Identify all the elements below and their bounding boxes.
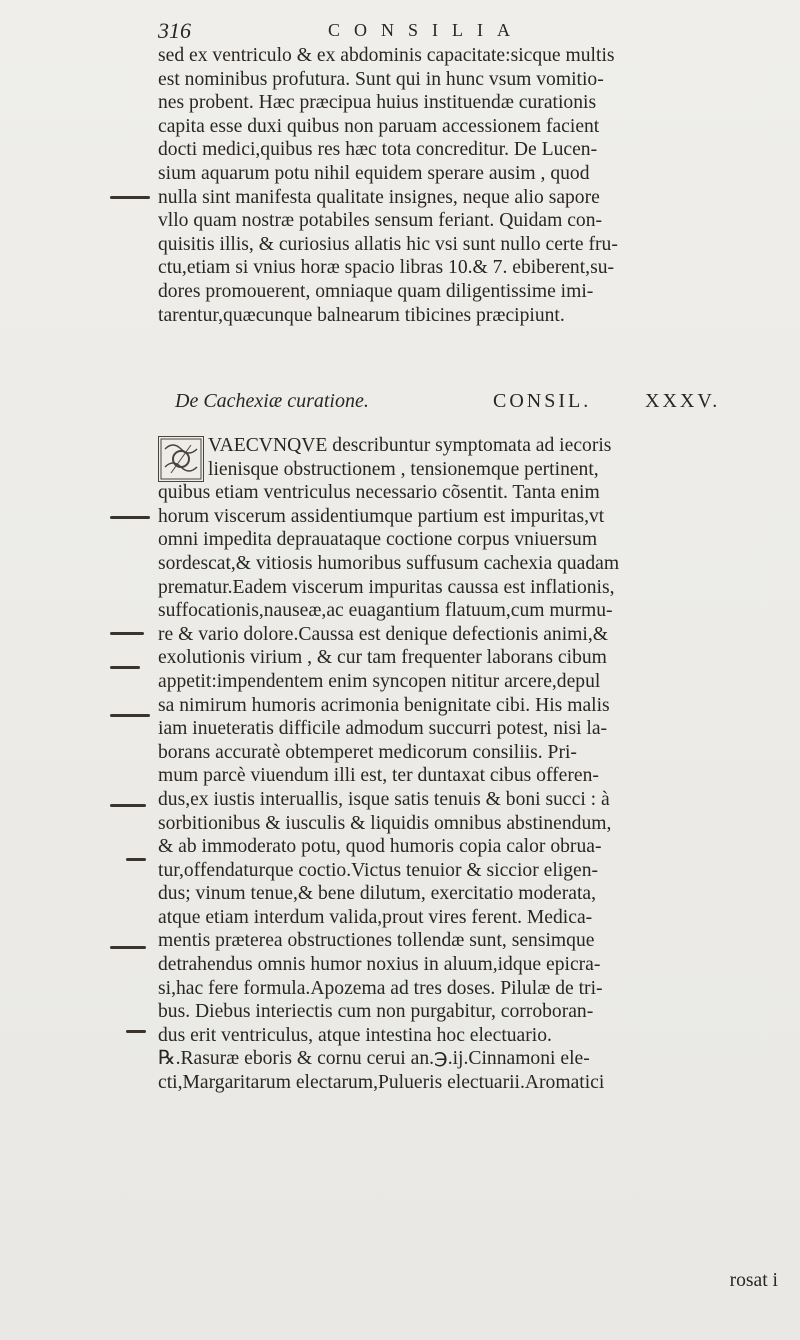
text-line: atque etiam interdum valida,prout vires ferent. Medica- xyxy=(158,906,593,928)
text-line: ctu,etiam si vnius horæ spacio libras 10.& 7. ebiberent,su- xyxy=(158,257,615,279)
text-line: detrahendus omnis humor noxius in aluum,idque epicra- xyxy=(158,954,601,976)
section-title: De Cachexiæ curatione. xyxy=(175,390,369,412)
text-line: ℞.Rasuræ eboris & cornu cerui an.℈.ij.Cinnamoni ele- xyxy=(158,1048,590,1070)
text-line: tur,offendaturque coctio.Victus tenuior & siccior eligen- xyxy=(158,859,599,881)
text-line: docti medici,quibus res hæc tota concreditur. De Lucen- xyxy=(158,139,598,161)
text-line: dus,ex iustis interuallis, isque satis tenuis & boni succi : à xyxy=(158,788,610,810)
margin-mark xyxy=(110,804,146,807)
catchword: rosat i xyxy=(729,1270,778,1291)
text-line: re & vario dolore.Caussa est denique defectionis animi,& xyxy=(158,623,608,645)
text-line: horum viscerum assidentiumque partium est impuritas,vt xyxy=(158,505,605,527)
decorated-initial-icon xyxy=(158,436,204,482)
text-line: nulla sint manifesta qualitate insignes, neque alio sapore xyxy=(158,186,600,208)
text-line: mum parcè viuendum illi est, ter duntaxat cibus offeren- xyxy=(158,765,599,787)
running-head: CONSILIA xyxy=(328,20,524,40)
text-line: omni impedita deprauataque coctione corpus vniuersum xyxy=(158,529,598,551)
section-heading xyxy=(175,390,755,413)
margin-mark xyxy=(110,946,146,949)
margin-marks xyxy=(110,0,154,1340)
margin-mark xyxy=(110,196,150,199)
text-line: sordescat,& vitiosis humoribus suffusum cachexia quadam xyxy=(158,552,620,574)
margin-mark xyxy=(110,632,144,635)
text-line: dores promouerent, omniaque quam diligentissime imi- xyxy=(158,280,594,302)
text-line: vllo quam nostræ potabiles sensum feriant. Quidam con- xyxy=(158,210,603,232)
margin-mark xyxy=(126,858,146,861)
text-line: nes probent. Hæc præcipua huius instituendæ curationis xyxy=(158,92,597,114)
text-line: tarentur,quæcunque balnearum tibicines præcipiunt. xyxy=(158,304,565,326)
section-label: CONSIL. xyxy=(493,390,592,412)
text-line: mentis præterea obstructiones tollendæ sunt, sensimque xyxy=(158,930,595,952)
text-line: appetit:impendentem enim syncopen nititur arcere,depul xyxy=(158,670,601,692)
margin-mark xyxy=(110,714,150,717)
text-line: exolutionis virium , & cur tam frequenter laborans cibum xyxy=(158,647,607,669)
page-number: 316 xyxy=(158,18,191,43)
text-line: iam inueteratis difficile admodum succurri potest, nisi la- xyxy=(158,718,608,740)
text-line: dus; vinum tenue,& bene dilutum, exercitatio moderata, xyxy=(158,883,597,905)
text-line: sium aquarum potu nihil equidem sperare ausim , quod xyxy=(158,162,590,184)
text-line: capita esse duxi quibus non paruam accessionem facient xyxy=(158,115,600,137)
text-line: quibus etiam ventriculus necessario cõsentit. Tanta enim xyxy=(158,482,600,504)
text-line: quisitis illis, & curiosius allatis hic vsi sunt nullo certe fru- xyxy=(158,233,618,255)
text-line: dus erit ventriculus, atque intestina hoc electuario. xyxy=(158,1024,552,1046)
text-block-top xyxy=(158,44,786,327)
text-line: cti,Margaritarum electarum,Pulueris electuarii.Aromatici xyxy=(158,1072,605,1094)
margin-mark xyxy=(110,666,140,669)
text-line: sed ex ventriculo & ex abdominis capacitate:sicque multis xyxy=(158,45,615,66)
text-line: & ab immoderato potu, quod humoris copia calor obrua- xyxy=(158,836,602,858)
text-line: borans accuratè obtemperet medicorum consiliis. Pri- xyxy=(158,741,577,763)
margin-mark xyxy=(110,516,150,519)
text-line: VAECVNQVE describuntur symptomata ad iecoris xyxy=(208,435,612,456)
text-line: sa nimirum humoris acrimonia benignitate cibi. His malis xyxy=(158,694,610,716)
margin-mark xyxy=(126,1030,146,1033)
consil-lines xyxy=(158,434,786,1095)
text-line: sorbitionibus & iusculis & liquidis omnibus abstinendum, xyxy=(158,812,612,834)
text-line: bus. Diebus interiectis cum non purgabitur, corroboran- xyxy=(158,1001,594,1023)
section-number: XXXV. xyxy=(645,390,721,412)
text-line: est nominibus profutura. Sunt qui in hunc vsum vomitio- xyxy=(158,68,604,90)
text-block-consil xyxy=(158,434,786,1095)
text-line: prematur.Eadem viscerum impuritas caussa est inflationis, xyxy=(158,576,615,598)
text-line: si,hac fere formula.Apozema ad tres doses. Pilulæ de tri- xyxy=(158,977,603,999)
text-line: lienisque obstructionem , tensionemque pertinent, xyxy=(208,458,599,480)
text-line: suffocationis,nauseæ,ac euagantium flatuum,cum murmu- xyxy=(158,600,613,622)
